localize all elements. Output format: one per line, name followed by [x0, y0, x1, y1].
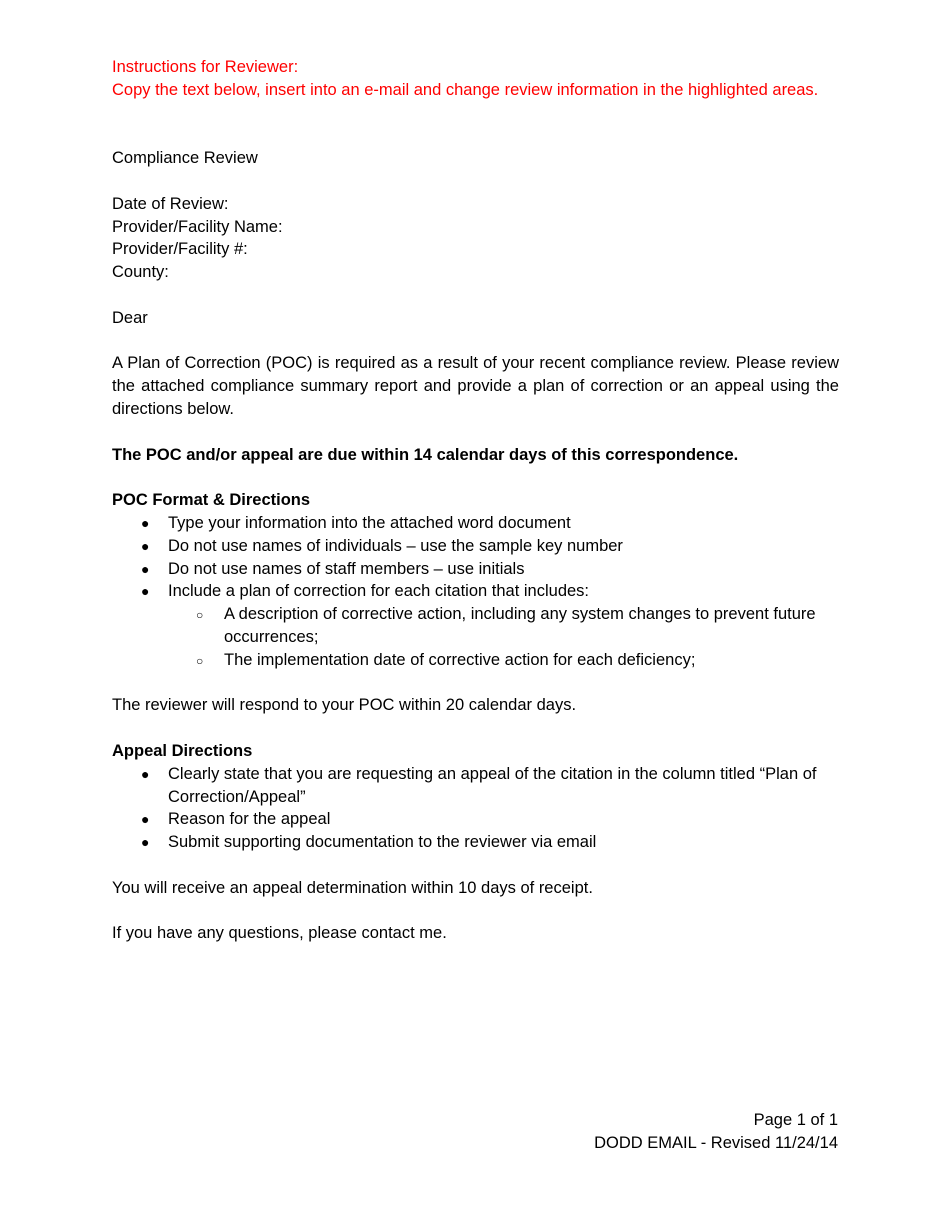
poc-heading: POC Format & Directions — [112, 491, 311, 510]
list-item — [112, 580, 839, 671]
bullet-icon: ● — [141, 560, 150, 577]
intro-paragraph: A Plan of Correction (POC) is required as a result of your recent compliance review. Please review the attached compliance summary report and provide a plan of correction or an appeal using the directions below. — [112, 354, 839, 418]
sublist-item-text: The implementation date of corrective action for each deficiency; — [224, 650, 696, 669]
list-item-text: Clearly state that you are requesting an appeal of the citation in the column titled “Plan of Correction/Appeal” — [168, 764, 817, 806]
bullet-icon: ● — [141, 537, 150, 554]
document-content — [112, 56, 839, 945]
list-item-text: Type your information into the attached word document — [168, 513, 571, 532]
list-item-text: Do not use names of individuals – use the sample key number — [168, 536, 623, 555]
list-item-text: Do not use names of staff members – use initials — [168, 559, 525, 578]
bullet-icon: ● — [141, 811, 150, 828]
list-item — [112, 558, 839, 581]
bullet-icon: ● — [141, 834, 150, 851]
instructions-heading: Instructions for Reviewer: — [112, 58, 299, 76]
due-notice: The POC and/or appeal are due within 14 calendar days of this correspondence. — [112, 445, 739, 464]
revision-note: DODD EMAIL - Revised 11/24/14 — [594, 1133, 838, 1152]
closing-line: If you have any questions, please contact me. — [112, 924, 447, 943]
poc-sublist — [168, 603, 839, 671]
field-provider-name: Provider/Facility Name: — [112, 217, 283, 236]
field-date-of-review: Date of Review: — [112, 194, 229, 213]
list-item — [112, 763, 839, 809]
page-number: Page 1 of 1 — [753, 1111, 838, 1129]
poc-response-note: The reviewer will respond to your POC within 20 calendar days. — [112, 696, 577, 715]
bullet-icon: ● — [141, 765, 150, 782]
list-item — [112, 808, 839, 831]
instructions-body: Copy the text below, insert into an e-mail and change review information in the highlighted areas. — [112, 80, 819, 99]
list-item-text: Reason for the appeal — [168, 810, 331, 829]
poc-list — [112, 512, 839, 672]
list-item — [112, 535, 839, 558]
appeal-response-note: You will receive an appeal determination within 10 days of receipt. — [112, 878, 593, 897]
sublist-item — [168, 603, 839, 649]
sublist-item — [168, 649, 839, 672]
field-provider-number: Provider/Facility #: — [112, 240, 248, 259]
sublist-item-text: A description of corrective action, including any system changes to prevent future occurrences; — [224, 605, 816, 646]
appeal-list — [112, 763, 839, 854]
salutation: Dear — [112, 308, 148, 327]
bullet-icon: ● — [141, 583, 150, 600]
bullet-icon: ● — [141, 514, 150, 531]
letter-subject: Compliance Review — [112, 149, 258, 168]
circle-bullet-icon: ○ — [196, 608, 204, 623]
circle-bullet-icon: ○ — [196, 653, 204, 668]
list-item-text: Submit supporting documentation to the reviewer via email — [168, 833, 597, 852]
list-item — [112, 512, 839, 535]
page-footer — [594, 1109, 838, 1155]
list-item — [112, 831, 839, 854]
appeal-heading: Appeal Directions — [112, 741, 253, 760]
field-county: County: — [112, 263, 169, 282]
list-item-text: Include a plan of correction for each citation that includes: — [168, 582, 589, 601]
